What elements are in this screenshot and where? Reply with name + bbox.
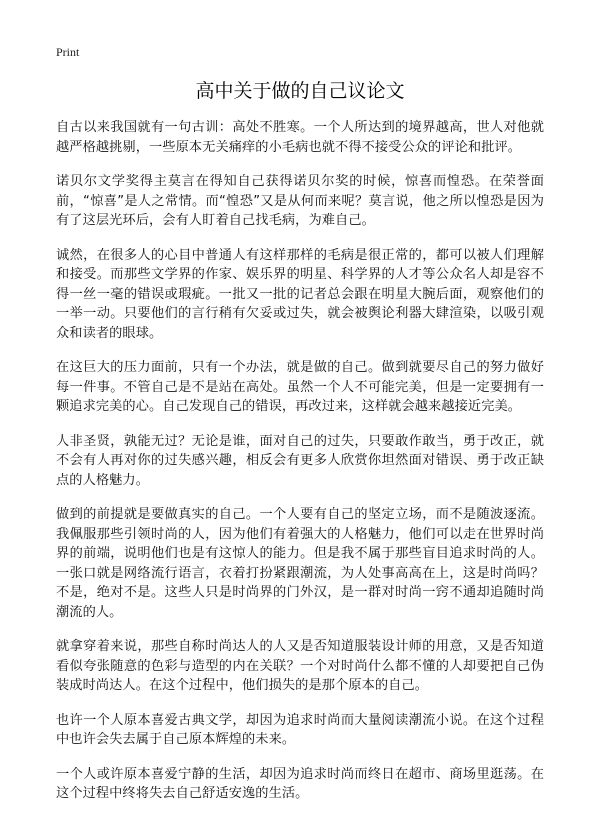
paragraph-2: 诺贝尔文学奖得主莫言在得知自己获得诺贝尔奖的时候，惊喜而惶恐。在荣誉面前，“惊喜”是人之常情。而“惶恐”又是从何而来呢？莫言说，他之所以惶恐是因为有了这层光环后，会有人盯着自己找毛病，为难自己。 — [56, 174, 544, 228]
paragraph-4: 在这巨大的压力面前，只有一个办法，就是做的自己。做到就要尽自己的努力做好每一件事。不管自己是不是站在高处。虽然一个人不可能完美，但是一定要拥有一颗追求完美的心。自己发现自己的错误，再改过来，这样就会越来越接近完美。 — [56, 360, 544, 414]
print-link[interactable]: Print — [56, 45, 80, 59]
paragraph-1: 自古以来我国就有一句古训：高处不胜寒。一个人所达到的境界越高，世人对他就越严格越挑剔，一些原本无关痛痒的小毛病也就不得不接受公众的评论和批评。 — [56, 120, 544, 155]
paragraph-8: 也许一个人原本喜爱古典文学，却因为追求时尚而大量阅读潮流小说。在这个过程中也许会失去属于自己原本辉煌的未来。 — [56, 712, 544, 747]
paragraph-7: 就拿穿着来说，那些自称时尚达人的人又是否知道服装设计师的用意，又是否知道看似夸张随意的色彩与造型的内在关联？一个对时尚什么都不懂的人却要把自己伪装成时尚达人。在这个过程中，他们损失的是那个原本的自己。 — [56, 639, 544, 693]
paragraph-9: 一个人或许原本喜爱宁静的生活，却因为追求时尚而终日在超市、商场里逛荡。在这个过程中终将失去自己舒适安逸的生活。 — [56, 766, 544, 801]
paragraph-3: 诚然，在很多人的心目中普通人有这样那样的毛病是很正常的，都可以被人们理解和接受。而那些文学界的作家、娱乐界的明星、科学界的人才等公众名人却是容不得一丝一毫的错误或瑕疵。一批又一批的记者总会跟在明星大腕后面，观察他们的一举一动。只要他们的言行稍有欠妥或过失，就会被舆论利器大肆渲染，以吸引观众和读者的眼球。 — [56, 247, 544, 341]
article-body — [56, 118, 544, 804]
paragraph-5: 人非圣贤，孰能无过？无论是谁，面对自己的过失，只要敢作敢当，勇于改正，就不会有人再对你的过失感兴趣，相反会有更多人欣赏你坦然面对错误、勇于改正缺点的人格魅力。 — [56, 433, 544, 488]
paragraph-6: 做到的前提就是要做真实的自己。一个人要有自己的坚定立场，而不是随波逐流。我佩服那些引领时尚的人，因为他们有着强大的人格魅力，他们可以走在世界时尚界的前端，说明他们也是有这惊人的能力。但是我不属于那些盲目追求时尚的人。一张口就是网络流行语言，衣着打扮紧跟潮流，为人处事高高在上，这是时尚吗？不是，绝对不是。这些人只是时尚界的门外汉，是一群对时尚一窍不通却追随时尚潮流的人。 — [56, 507, 544, 620]
article-title: 高中关于做的自己议论文 — [195, 80, 405, 102]
